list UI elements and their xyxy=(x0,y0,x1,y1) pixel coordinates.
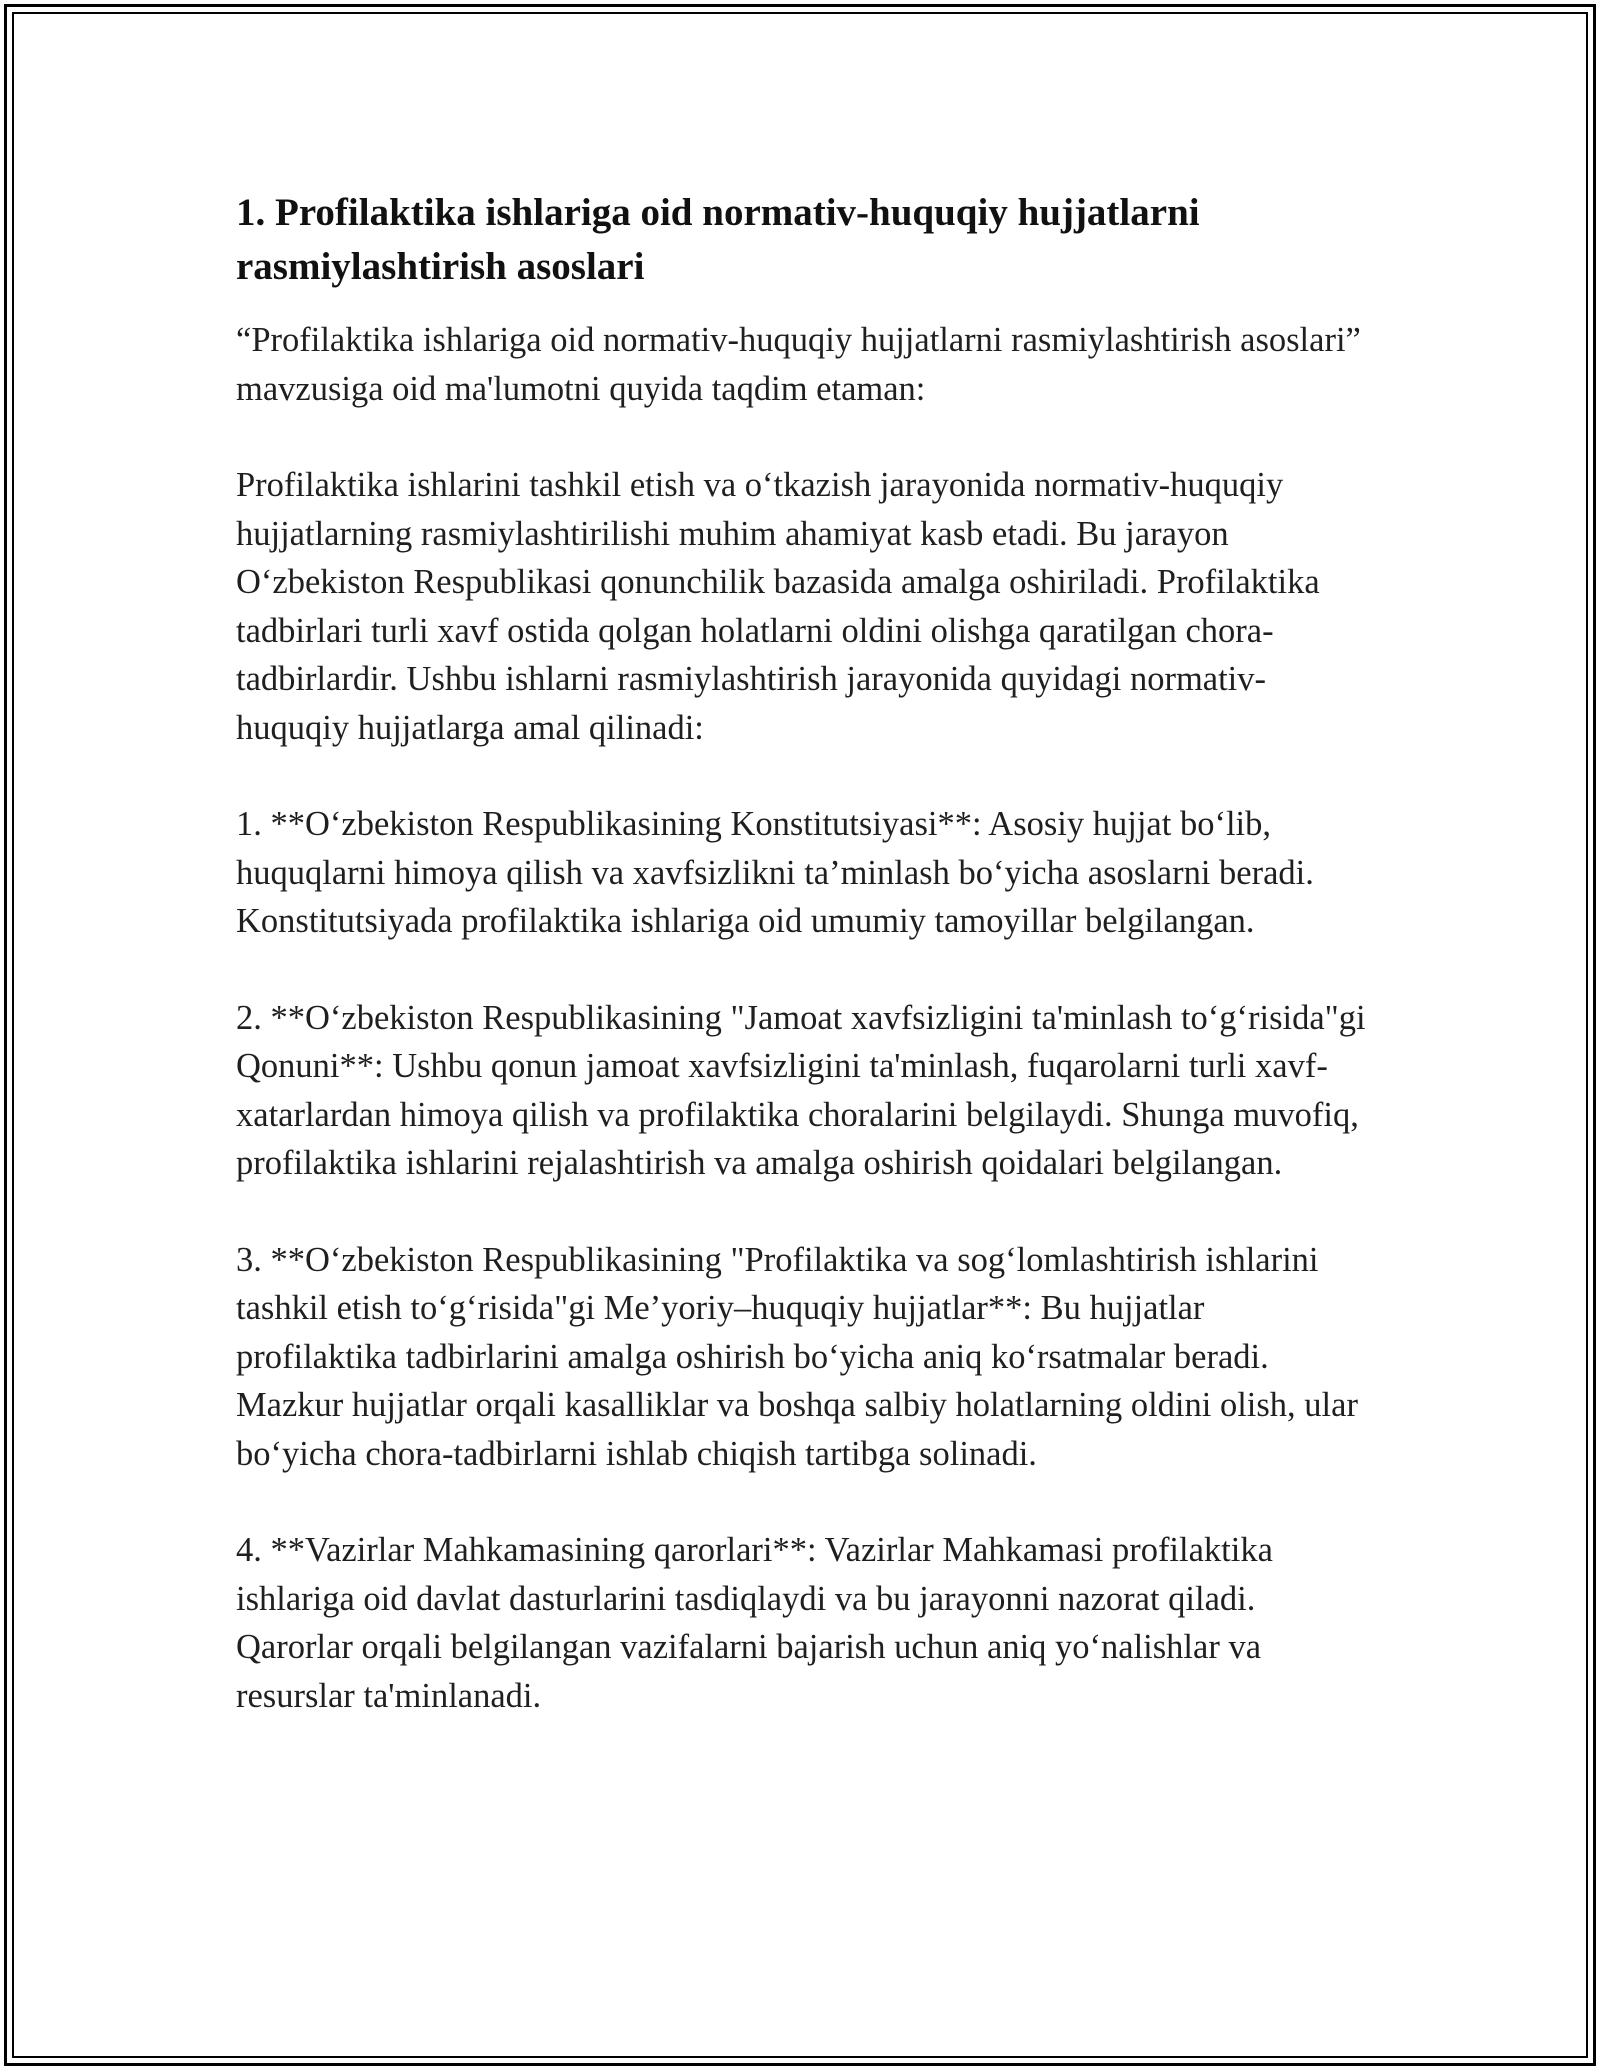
section-heading: 1. Profilaktika ishlariga oid normativ-huquqiy hujjatlarni rasmiylashtirish asoslari xyxy=(236,191,1200,288)
intro-paragraph: “Profilaktika ishlariga oid normativ-huquqiy hujjatlarni rasmiylashtirish asoslari” mavzusiga oid ma'lumotni quyida taqdim etaman: xyxy=(236,321,1361,408)
list-item-regulatory-acts: 3. **O‘zbekiston Respublikasining "Profilaktika va sog‘lomlashtirish ishlarini tashkil etish to‘g‘risida"gi Me’yoriy–huquqiy hujjatlar**: Bu hujjatlar profilaktika tadbirlarini amalga oshirish bo‘yicha aniq ko‘rsatmalar beradi. Mazkur hujjatlar orqali kasalliklar va boshqa salbiy holatlarning oldini olish, ular bo‘yicha chora-tadbirlarni ishlab chiqish tartibga solinadi. xyxy=(236,1240,1358,1473)
list-item-constitution: 1. **O‘zbekiston Respublikasining Konstitutsiyasi**: Asosiy hujjat bo‘lib, huquqlarni himoya qilish va xavfsizlikni ta’minlash bo‘yicha asoslarni beradi. Konstitutsiyada profilaktika ishlariga oid umumiy tamoyillar belgilangan. xyxy=(236,805,1314,940)
list-item-public-safety-law: 2. **O‘zbekiston Respublikasining "Jamoat xavfsizligini ta'minlash to‘g‘risida"gi Qonuni**: Ushbu qonun jamoat xavfsizligini ta'minlash, fuqarolarni turli xavf-xatarlardan himoya qilish va profilaktika choralarini belgilaydi. Shunga muvofiq, profilaktika ishlarini rejalashtirish va amalga oshirish qoidalari belgilangan. xyxy=(236,998,1366,1182)
document-body xyxy=(236,186,1366,1768)
list-item-cabinet-resolutions: 4. **Vazirlar Mahkamasining qarorlari**: Vazirlar Mahkamasi profilaktika ishlariga oid davlat dasturlarini tasdiqlaydi va bu jarayonni nazorat qiladi. Qarorlar orqali belgilangan vazifalarni bajarish uchun aniq yo‘nalishlar va resurslar ta'minlanadi. xyxy=(236,1531,1273,1715)
overview-paragraph: Profilaktika ishlarini tashkil etish va o‘tkazish jarayonida normativ-huquqiy hujjatlarning rasmiylashtirilishi muhim ahamiyat kasb etadi. Bu jarayon O‘zbekiston Respublikasi qonunchilik bazasida amalga oshiriladi. Profilaktika tadbirlari turli xavf ostida qolgan holatlarni oldini olishga qaratilgan chora-tadbirlardir. Ushbu ishlarni rasmiylashtirish jarayonida quyidagi normativ-huquqiy hujjatlarga amal qilinadi: xyxy=(236,466,1320,747)
